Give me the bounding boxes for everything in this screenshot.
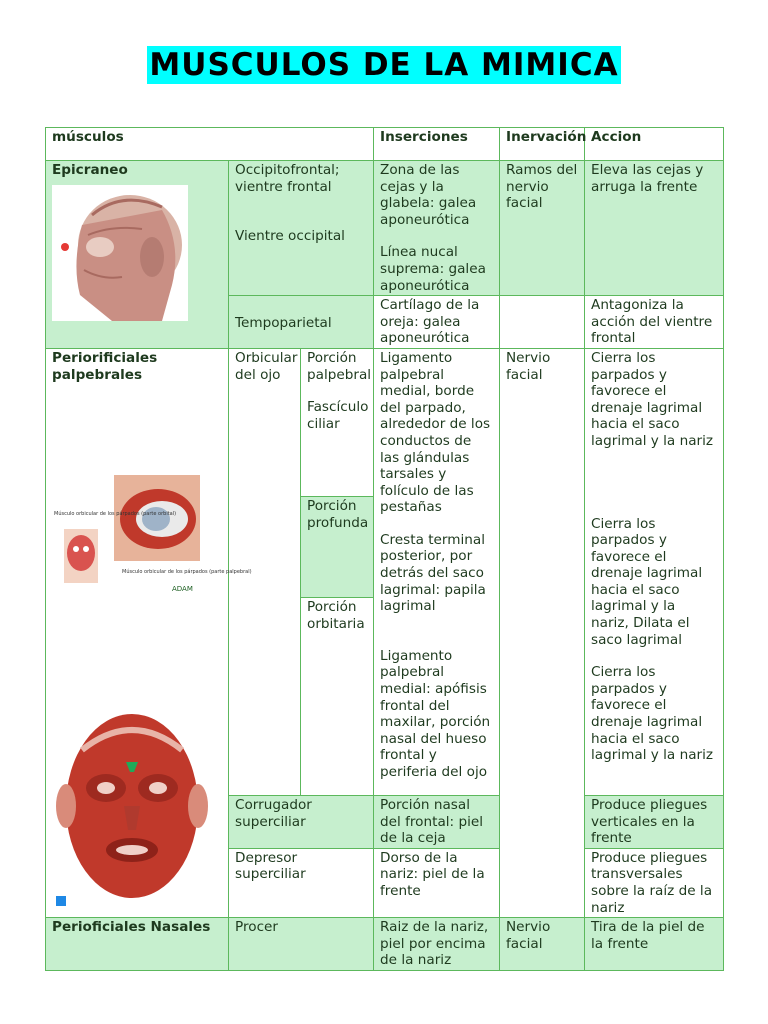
header-musculos: músculos — [46, 128, 374, 161]
insertion-text: Ligamento palpebral medial: apófisis frontal del maxilar, porción nasal del hueso frontal y periferia del ojo — [380, 647, 491, 780]
cell-corrugador: Corrugador superciliar — [229, 795, 374, 848]
table-row — [46, 348, 724, 496]
cell-corrugador-accion: Produce pliegues verticales en la frente — [585, 795, 724, 848]
adam-logo: ADAM — [172, 585, 193, 594]
cell-temporoparietal-inserciones: Cartílago de la oreja: galea aponeurótica — [374, 296, 500, 349]
cell-epicraneo-accion: Eleva las cejas y arruga la frente — [585, 161, 724, 296]
insertion-text: Ligamento palpebral medial, borde del parpado, alrededor de los conductos de las glándulas tarsales y folículo de las pestañas — [380, 349, 491, 516]
action-text: Cierra los parpados y favorece el drenaje lagrimal hacia el saco lagrimal y la nariz — [591, 349, 714, 449]
eye-label-palpebral: Músculo orbicular de los párpados (parte palpebral) — [122, 569, 252, 576]
head-muscles-image — [52, 185, 222, 326]
cell-periorificiales-accion — [585, 348, 724, 795]
cell-depresor-inserciones: Dorso de la nariz: piel de la frente — [374, 848, 500, 917]
cell-corrugador-inserciones: Porción nasal del frontal: piel de la ceja — [374, 795, 500, 848]
cell-nasales: Perioficiales Nasales — [46, 918, 229, 971]
insertion-text: Cresta terminal posterior, por detrás del saco lagrimal: papila lagrimal — [380, 531, 486, 615]
cell-temporoparietal-accion: Antagoniza la acción del vientre frontal — [585, 296, 724, 349]
insertion-text: Zona de las cejas y la glabela: galea aponeurótica — [380, 162, 477, 228]
cell-periorificiales-inserciones — [374, 348, 500, 795]
table-row — [46, 918, 724, 971]
table-header-row — [46, 128, 724, 161]
header-accion: Accion — [585, 128, 724, 161]
cell-periorificiales — [46, 348, 252, 917]
cell-orbitaria: Porción orbitaria — [301, 597, 374, 795]
insertion-text: Línea nucal suprema: galea aponeurótica — [380, 244, 486, 294]
action-text: Cierra los parpados y favorece el drenaje lagrimal hacia el saco lagrimal y la nariz, Dilata el saco lagrimal — [591, 515, 703, 648]
sub-muscle-frontal: Occipitofrontal; vientre frontal — [235, 162, 340, 195]
eye-orbicular-image — [52, 389, 252, 602]
cell-nasales-accion: Tira de la piel de la frente — [585, 918, 724, 971]
cell-profunda: Porción profunda — [301, 496, 374, 597]
cell-procer: Procer — [229, 918, 374, 971]
header-inserciones: Inserciones — [374, 128, 500, 161]
cell-palpebral — [301, 348, 374, 496]
cell-temporoparietal: Tempoparietal — [229, 296, 374, 349]
cell-nasales-inervacion: Nervio facial — [500, 918, 585, 971]
cell-occipitofrontal — [229, 161, 374, 296]
page-title: MUSCULOS DE LA MIMICA — [149, 47, 619, 83]
cell-epicraneo-inervacion: Ramos del nervio facial — [500, 161, 585, 296]
muscle-group-name: Periorificiales palpebrales — [52, 349, 158, 383]
cell-nasales-inserciones: Raiz de la nariz, piel por encima de la nariz — [374, 918, 500, 971]
sub-muscle-ciliar: Fascículo ciliar — [307, 399, 369, 432]
muscle-group-name: Epicraneo — [52, 162, 128, 178]
cell-temporoparietal-inervacion — [500, 296, 585, 349]
header-inervacion: Inervación — [500, 128, 585, 161]
table-row — [46, 161, 724, 296]
face-muscles-image — [52, 602, 222, 915]
cell-epicraneo-inserciones — [374, 161, 500, 296]
cell-depresor-accion: Produce pliegues transversales sobre la raíz de la nariz — [585, 848, 724, 917]
action-text: Cierra los parpados y favorece el drenaje lagrimal hacia el saco lagrimal y la nariz — [591, 664, 714, 764]
sub-muscle-occipital: Vientre occipital — [235, 228, 345, 245]
muscles-table — [45, 127, 724, 971]
cell-periorificiales-inervacion: Nervio facial — [500, 348, 585, 917]
eye-label-orbital: Músculo orbicular de los párpados (parte orbital) — [54, 511, 177, 518]
sub-muscle-palpebral: Porción palpebral — [307, 349, 372, 383]
cell-epicraneo — [46, 161, 229, 349]
cell-orbicular: Orbicular del ojo — [229, 348, 301, 795]
cell-depresor: Depresor superciliar — [229, 848, 374, 917]
